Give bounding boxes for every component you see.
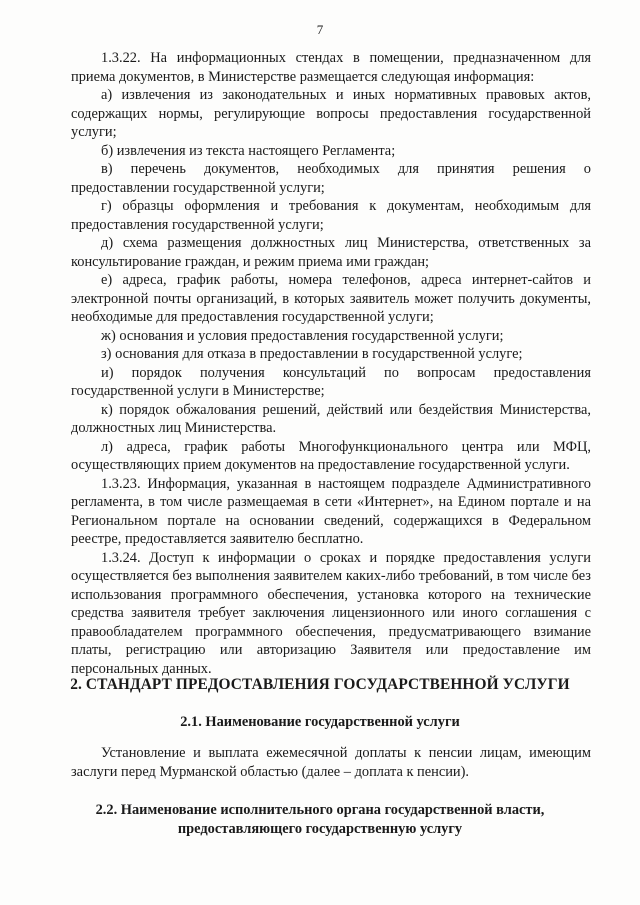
paragraph-1-3-24: 1.3.24. Доступ к информации о сроках и порядке предоставления услуги осуществляется без выполнения заявителем каких-либо требований, в том числе без использования программного обеспечения, установка которого на технические средства заявителя требует заключения лицензионного или иного соглашения с правообладателем программного обеспечения, предусматривающего взимание платы, регистрацию или авторизацию Заявителя или предоставление им персональных данных. [71,549,591,677]
subsection-2-1-title: 2.1. Наименование государственной услуги [180,714,460,730]
list-item-d: д) схема размещения должностных лиц Министерства, ответственных за консультирование граждан, и режим приема ими граждан; [71,235,591,270]
subsection-2-2-title-line1: 2.2. Наименование исполнительного органа государственной власти, [95,802,545,818]
list-item-z: з) основания для отказа в предоставлении в государственной услуге; [101,346,523,362]
list-item-v: в) перечень документов, необходимых для принятия решения о предоставлении государственной услуги; [71,161,591,196]
list-item-g: г) образцы оформления и требования к документам, необходимым для предоставления государственной услуги; [71,198,591,233]
paragraph-1-3-23: 1.3.23. Информация, указанная в настоящем подразделе Административного регламента, в том числе размещаемая в сети «Интернет», на Едином портале и на Региональном портале на основании сведений, содержащихся в Федеральном реестре, предоставляется заявителю бесплатно. [71,475,591,547]
list-item-l: л) адреса, график работы Многофункционального центра или МФЦ, осуществляющих прием документов на предоставление государственной услуги. [71,438,591,473]
list-item-b: б) извлечения из текста настоящего Регламента; [101,142,396,159]
list-item-e: е) адреса, график работы, номера телефонов, адреса интернет-сайтов и электронной почты организаций, в которых заявитель может получить документы, необходимые для предоставления государственной услуги; [71,272,591,325]
list-item-i: и) порядок получения консультаций по вопросам предоставления государственной услуги в Министерстве; [71,364,591,399]
body-text [71,49,591,678]
subsection-2-1-text [71,744,591,781]
list-item-a: а) извлечения из законодательных и иных нормативных правовых актов, содержащих нормы, регулирующие вопросы предоставления государственной услуги; [71,87,591,140]
page-number: 7 [316,22,324,37]
subsection-2-2-title [40,801,600,839]
section-title: 2. СТАНДАРТ ПРЕДОСТАВЛЕНИЯ ГОСУДАРСТВЕННОЙ УСЛУГИ [70,676,570,693]
subsection-2-2-title-line2: предоставляющего государственную услугу [177,821,463,837]
list-item-zh: ж) основания и условия предоставления государственной услуги; [101,327,504,344]
paragraph-1-3-22: 1.3.22. На информационных стендах в помещении, предназначенном для приема документов, в Министерстве размещается следующая информация: [71,50,591,85]
subsection-2-1-paragraph: Установление и выплата ежемесячной доплаты к пенсии лицам, имеющим заслуги перед Мурманской областью (далее – доплата к пенсии). [71,745,591,780]
list-item-k: к) порядок обжалования решений, действий или бездействия Министерства, должностных лиц Министерства. [71,401,591,436]
